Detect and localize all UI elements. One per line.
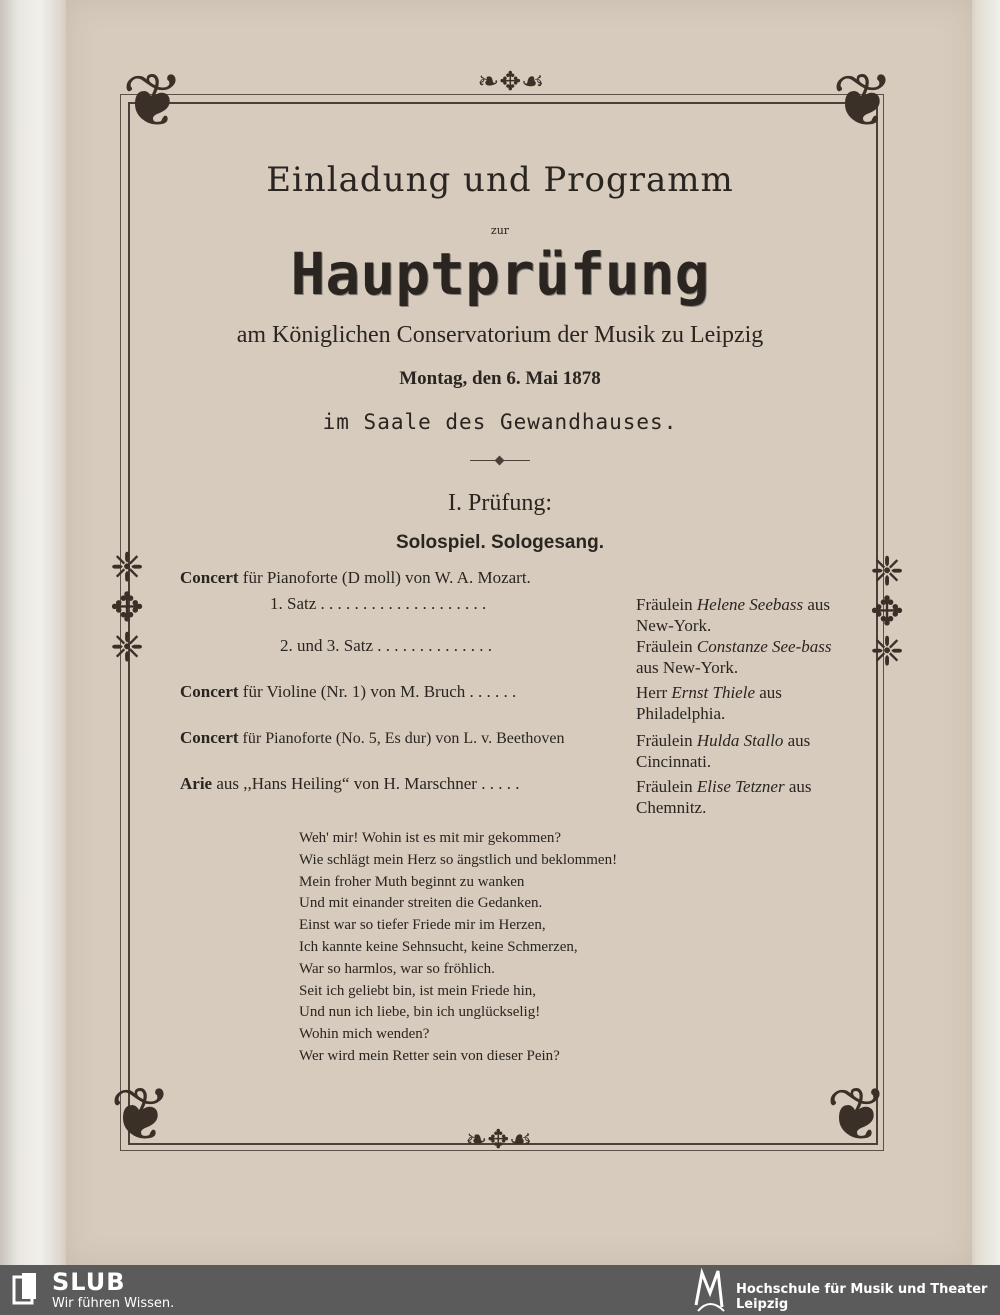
main-title: Hauptprüfung <box>290 240 710 308</box>
zur-label: zur <box>490 224 510 237</box>
program-item-mozart: Concert für Pianoforte (D moll) von W. A. Mozart. <box>180 568 531 587</box>
slub-logo-icon[interactable] <box>12 1273 40 1307</box>
lyric-line: Ich kannte keine Sehnsucht, keine Schmerzen, <box>299 938 578 955</box>
bottom-left-corner-ornament-icon: ❦ <box>109 1072 172 1158</box>
program-item-beethoven: Concert für Pianoforte (No. 5, Es dur) von L. v. Beethoven <box>180 728 565 747</box>
program-item-marschner: Arie aus ,,Hans Heiling“ von H. Marschner . . . . . <box>180 774 520 793</box>
top-left-corner-ornament-icon: ❦ <box>121 58 184 144</box>
aria-lyrics <box>299 828 617 1068</box>
date-line: Montag, den 6. Mai 1878 <box>399 368 601 389</box>
slub-name[interactable]: SLUB <box>52 1268 126 1296</box>
performer-tetzner: Fräulein Elise Tetzner aus Chemnitz. <box>636 777 812 817</box>
lyric-line: Und nun ich liebe, bin ich unglückselig! <box>299 1004 541 1021</box>
section-title: I. Prüfung: <box>448 490 552 516</box>
lyric-line: Wer wird mein Retter sein von dieser Pein? <box>299 1047 560 1064</box>
hmt-logo-icon[interactable] <box>692 1267 728 1313</box>
performer-thiele: Herr Ernst Thiele aus Philadelphia. <box>636 683 782 723</box>
slub-tagline: Wir führen Wissen. <box>52 1296 175 1311</box>
partner-name[interactable]: Hochschule für Musik und Theater Leipzig <box>736 1282 988 1312</box>
lyric-line: War so harmlos, war so fröhlich. <box>299 960 495 977</box>
section-divider <box>470 460 530 461</box>
institution-line: am Königlichen Conservatorium der Musik zu Leipzig <box>236 322 764 348</box>
lyric-line: Seit ich geliebt bin, ist mein Friede hin, <box>299 982 537 999</box>
program-subitem-satz1: 1. Satz . . . . . . . . . . . . . . . . . . . . <box>270 594 487 613</box>
performer-stallo: Fräulein Hulda Stallo aus Cincinnati. <box>636 731 811 771</box>
lyric-line: Wohin mich wenden? <box>299 1026 430 1043</box>
lyric-line: Wie schlägt mein Herz so ängstlich und beklommen! <box>299 851 618 868</box>
section-subtitle: Solospiel. Sologesang. <box>396 532 604 553</box>
top-right-corner-ornament-icon: ❦ <box>831 58 894 144</box>
venue-line: im Saale des Gewandhauses. <box>322 410 678 434</box>
lyric-line: Mein froher Muth beginnt zu wanken <box>299 873 525 890</box>
performer-seebass-constanze: Fräulein Constanze See-bass aus New-York. <box>636 637 832 677</box>
footer-bar <box>0 1265 1000 1315</box>
lyric-line: Und mit einander streiten die Gedanken. <box>299 895 543 912</box>
performer-seebass-helene: Fräulein Helene Seebass aus New-York. <box>636 595 831 635</box>
bottom-right-corner-ornament-icon: ❦ <box>825 1072 888 1158</box>
right-side-ornament-icon: ❈ ✥ ❈ <box>870 549 904 675</box>
lyric-line: Weh' mir! Wohin ist es mit mir gekommen? <box>299 830 562 846</box>
program-item-bruch: Concert für Violine (Nr. 1) von M. Bruch . . . . . . <box>180 682 517 701</box>
invitation-title: Einladung und Programm <box>266 160 734 200</box>
left-side-ornament-icon: ❈ ✥ ❈ <box>110 545 144 671</box>
program-subitem-satz23: 2. und 3. Satz . . . . . . . . . . . . . . <box>280 636 493 655</box>
top-center-ornament-icon: ❧✥☙ <box>477 67 545 97</box>
bottom-center-ornament-icon: ❧✥☙ <box>465 1125 533 1155</box>
lyric-line: Einst war so tiefer Friede mir im Herzen, <box>299 917 546 934</box>
